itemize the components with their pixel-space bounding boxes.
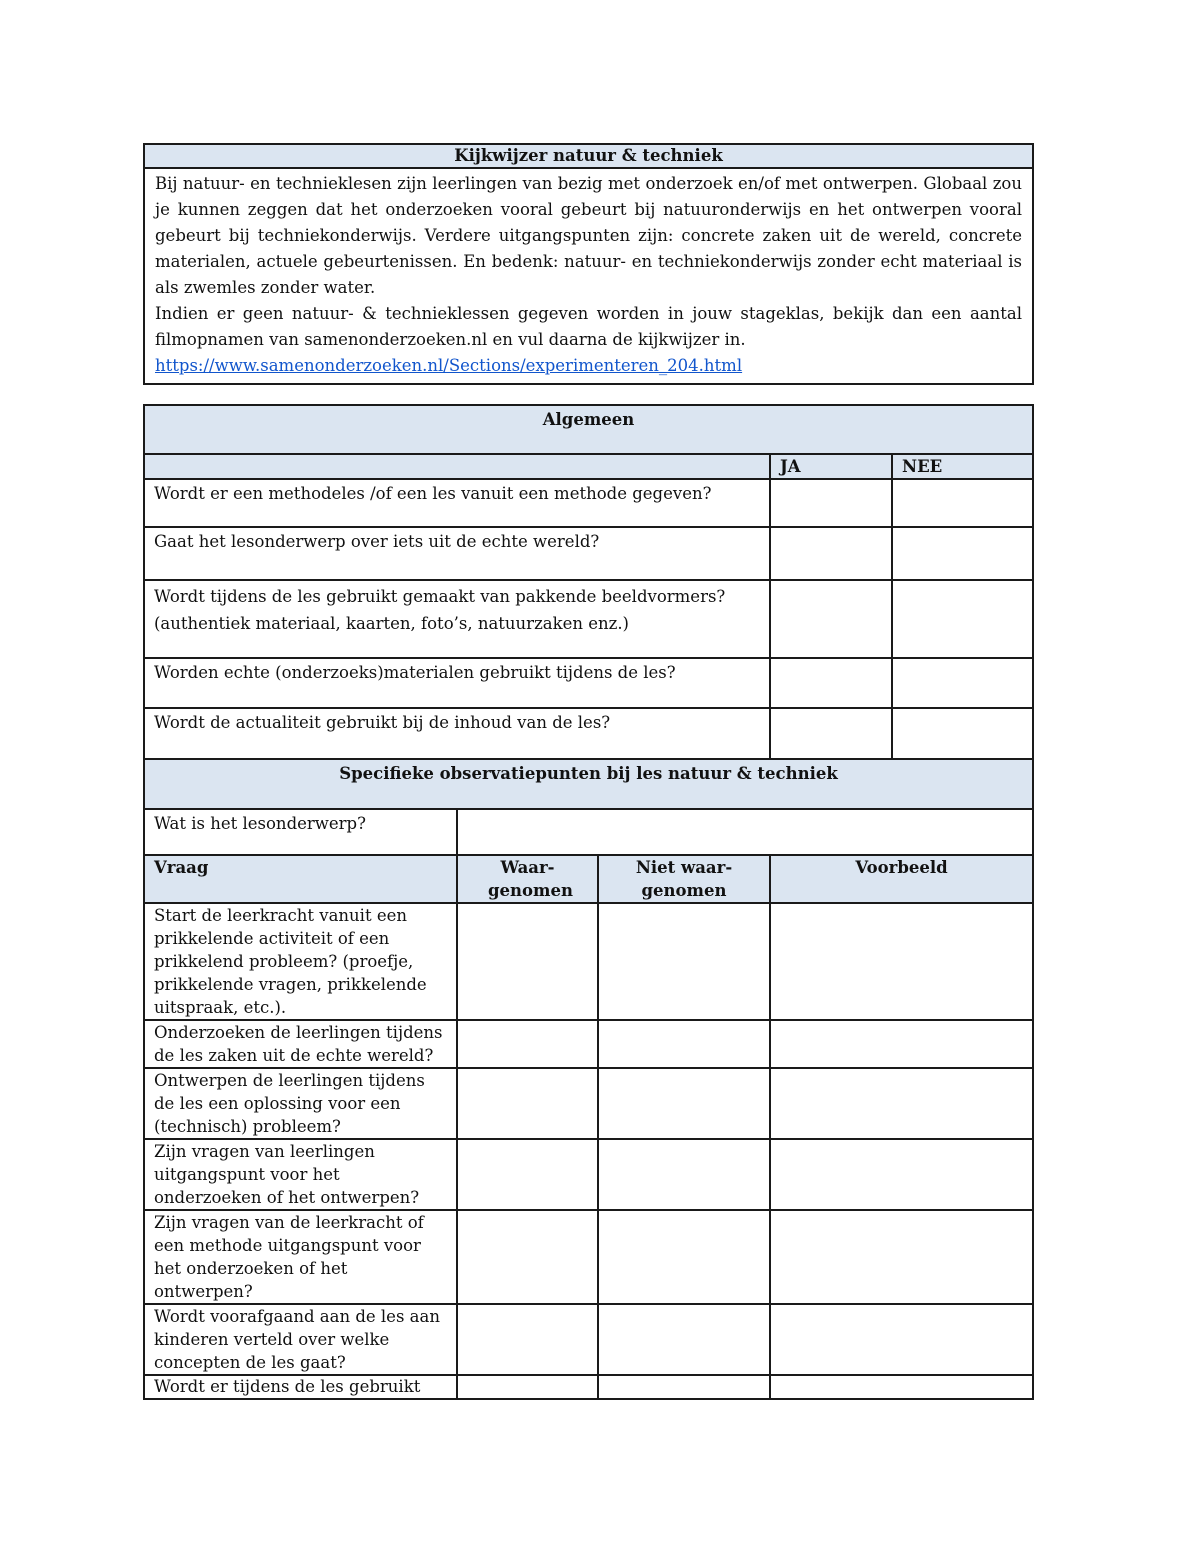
voorbeeld-cell[interactable] bbox=[770, 1304, 1033, 1375]
specifiek-question: Ontwerpen de leerlingen tijdens de les een oplossing voor een (technisch) probleem? bbox=[144, 1068, 457, 1139]
waargenomen-cell[interactable] bbox=[457, 1139, 598, 1210]
niet-waargenomen-cell[interactable] bbox=[598, 1020, 770, 1068]
waargenomen-cell[interactable] bbox=[457, 903, 598, 1020]
ja-cell[interactable] bbox=[770, 658, 892, 708]
specifiek-question: Onderzoeken de leerlingen tijdens de les zaken uit de echte wereld? bbox=[144, 1020, 457, 1068]
specifiek-question: Start de leerkracht vanuit een prikkelende activiteit of een prikkelend probleem? (proefje, prikkelende vragen, prikkelende uitspraak, etc.). bbox=[144, 903, 457, 1020]
question-line: (authentiek materiaal, kaarten, foto’s, natuurzaken enz.) bbox=[154, 614, 629, 633]
algemeen-blank-header bbox=[144, 454, 770, 479]
algemeen-question: Gaat het lesonderwerp over iets uit de echte wereld? bbox=[144, 527, 770, 580]
col-nee: NEE bbox=[892, 454, 1033, 479]
samenonderzoeken-link[interactable]: https://www.samenonderzoeken.nl/Sections/experimenteren_204.html bbox=[155, 356, 743, 375]
voorbeeld-cell[interactable] bbox=[770, 1020, 1033, 1068]
niet-waargenomen-cell[interactable] bbox=[598, 1210, 770, 1304]
specifiek-question: Wordt er tijdens de les gebruikt bbox=[144, 1375, 457, 1399]
col-niet-waargenomen: Niet waar-genomen bbox=[598, 855, 770, 903]
nee-cell[interactable] bbox=[892, 658, 1033, 708]
intro-table bbox=[143, 143, 1034, 385]
intro-paragraph-1: Bij natuur- en technieklesen zijn leerlingen van bezig met onderzoek en/of met ontwerpen. Globaal zou je kunnen zeggen dat het onderzoeken vooral gebeurt bij natuuronderwijs en het ontwerpen vooral gebeurt bij techniekonderwijs. Verdere uitgangspunten zijn: concrete zaken uit de wereld, concrete materialen, actuele gebeurtenissen. En bedenk: natuur- en techniekonderwijs zonder echt materiaal is als zwemles zonder water. bbox=[155, 174, 1022, 297]
col-ja: JA bbox=[770, 454, 892, 479]
col-waargenomen: Waar-genomen bbox=[457, 855, 598, 903]
algemeen-question bbox=[144, 580, 770, 658]
waargenomen-cell[interactable] bbox=[457, 1210, 598, 1304]
voorbeeld-cell[interactable] bbox=[770, 1210, 1033, 1304]
intro-title: Kijkwijzer natuur & techniek bbox=[144, 144, 1033, 168]
niet-waargenomen-cell[interactable] bbox=[598, 1139, 770, 1210]
specifiek-header: Specifieke observatiepunten bij les natuur & techniek bbox=[144, 759, 1033, 809]
algemeen-question: Wordt er een methodeles /of een les vanuit een methode gegeven? bbox=[144, 479, 770, 527]
algemeen-header: Algemeen bbox=[144, 405, 1033, 454]
niet-waargenomen-cell[interactable] bbox=[598, 1068, 770, 1139]
intro-body bbox=[144, 168, 1033, 384]
topic-label: Wat is het lesonderwerp? bbox=[144, 809, 457, 855]
voorbeeld-cell[interactable] bbox=[770, 1375, 1033, 1399]
intro-paragraph-2: Indien er geen natuur- & technieklessen gegeven worden in jouw stageklas, bekijk dan een aantal filmopnamen van samenonderzoeken.nl en vul daarna de kijkwijzer in. bbox=[155, 304, 1022, 349]
waargenomen-cell[interactable] bbox=[457, 1020, 598, 1068]
ja-cell[interactable] bbox=[770, 527, 892, 580]
niet-waargenomen-cell[interactable] bbox=[598, 1375, 770, 1399]
specifiek-question: Zijn vragen van de leerkracht of een methode uitgangspunt voor het onderzoeken of het ontwerpen? bbox=[144, 1210, 457, 1304]
ja-cell[interactable] bbox=[770, 580, 892, 658]
algemeen-question: Worden echte (onderzoeks)materialen gebruikt tijdens de les? bbox=[144, 658, 770, 708]
nee-cell[interactable] bbox=[892, 527, 1033, 580]
observation-table bbox=[143, 404, 1034, 1400]
voorbeeld-cell[interactable] bbox=[770, 1068, 1033, 1139]
niet-waargenomen-cell[interactable] bbox=[598, 903, 770, 1020]
nee-cell[interactable] bbox=[892, 708, 1033, 759]
col-vraag: Vraag bbox=[144, 855, 457, 903]
voorbeeld-cell[interactable] bbox=[770, 903, 1033, 1020]
waargenomen-cell[interactable] bbox=[457, 1068, 598, 1139]
algemeen-question: Wordt de actualiteit gebruikt bij de inhoud van de les? bbox=[144, 708, 770, 759]
col-voorbeeld: Voorbeeld bbox=[770, 855, 1033, 903]
question-line: Wordt tijdens de les gebruikt gemaakt van pakkende beeldvormers? bbox=[154, 587, 726, 606]
ja-cell[interactable] bbox=[770, 708, 892, 759]
specifiek-question: Zijn vragen van leerlingen uitgangspunt voor het onderzoeken of het ontwerpen? bbox=[144, 1139, 457, 1210]
specifiek-question: Wordt voorafgaand aan de les aan kinderen verteld over welke concepten de les gaat? bbox=[144, 1304, 457, 1375]
niet-waargenomen-cell[interactable] bbox=[598, 1304, 770, 1375]
nee-cell[interactable] bbox=[892, 479, 1033, 527]
nee-cell[interactable] bbox=[892, 580, 1033, 658]
voorbeeld-cell[interactable] bbox=[770, 1139, 1033, 1210]
waargenomen-cell[interactable] bbox=[457, 1375, 598, 1399]
waargenomen-cell[interactable] bbox=[457, 1304, 598, 1375]
topic-input-cell[interactable] bbox=[457, 809, 1033, 855]
ja-cell[interactable] bbox=[770, 479, 892, 527]
